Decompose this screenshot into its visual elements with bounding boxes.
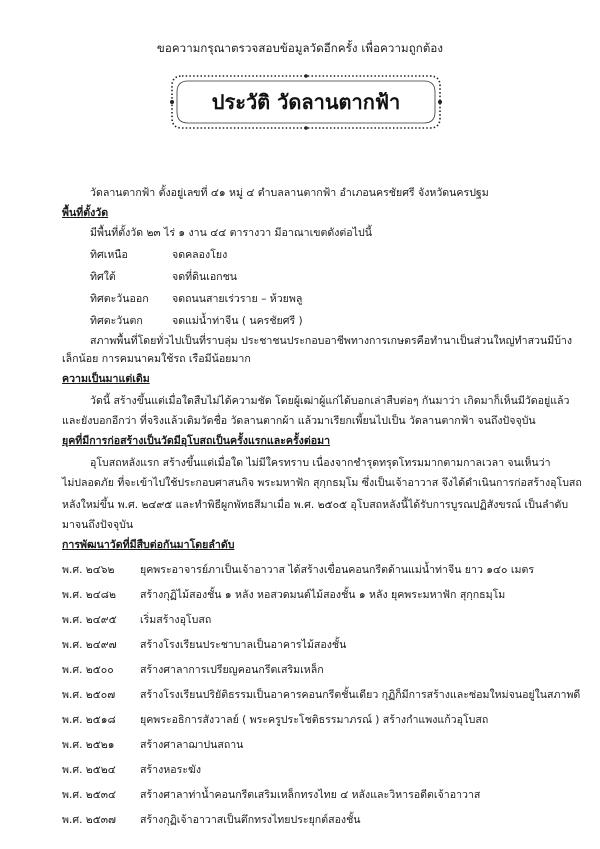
boundary-direction: ทิศใต้ xyxy=(90,271,116,283)
development-heading: การพัฒนาวัดที่มีสืบต่อกันมาโดยลำดับ xyxy=(62,539,235,551)
ordination-heading: ยุคที่มีการก่อสร้างเป็นวัดมีอุโบสถเป็นครั้งแรกและครั้งต่อมา xyxy=(62,435,331,447)
ordination-line-2: ไม่ปลอดภัย ที่จะเข้าไปใช้ประกอบศาสนกิจ พระมหาฟัก สุกฺกธมฺโม ซึ่งเป็นเจ้าอาวาส จึงได้ดำเนินการก่อสร้างอุโบสถ xyxy=(62,477,582,489)
environment-line-2: เล็กน้อย การคมนาคมใช้รถ เรือมีน้อยมาก xyxy=(62,353,251,365)
land-area: มีพื้นที่ตั้งวัด ๒๓ ไร่ ๑ งาน ๔๔ ตารางวา มีอาณาเขตดังต่อไปนี้ xyxy=(90,227,372,239)
development-event: เริ่มสร้างอุโบสถ xyxy=(140,614,212,626)
origin-line-1: วัดนี้ สร้างขึ้นแต่เมื่อใดสืบไม่ได้ความชัด โดยผู้เฒ่าผู้แก่ได้บอกเล่าสืบต่อๆ กันมาว่า เกิดมาก็เห็นมีวัดอยู่แล้ว xyxy=(90,395,570,407)
ordination-line-3: หลังใหม่ขึ้น พ.ศ. ๒๔๙๕ และทำพิธีผูกพัทธสีมาเมื่อ พ.ศ. ๒๕๐๕ อุโบสถหลังนี้ได้รับการบูรณปฏิสังขรณ์ เป็นลำดับ xyxy=(62,499,569,511)
page-title: ประวัติ วัดลานตากฟ้า xyxy=(211,90,401,114)
development-year: พ.ศ. ๒๔๘๒ xyxy=(62,589,116,601)
development-year: พ.ศ. ๒๔๖๒ xyxy=(62,564,115,576)
development-event: สร้างศาลาท่าน้ำคอนกรีตเสริมเหล็กทรงไทย ๔ หลังและวิหารอดีตเจ้าอาวาส xyxy=(140,789,481,801)
development-event: สร้างโรงเรียนปริยัติธรรมเป็นอาคารคอนกรีตชั้นเดียว กุฏิก็มีการสร้างและซ่อมใหม่จนอยู่ในสภาพดี xyxy=(140,689,581,701)
development-year: พ.ศ. ๒๕๒๑ xyxy=(62,739,115,751)
land-heading: พื้นที่ตั้งวัด xyxy=(62,207,109,219)
ordination-line-4: มาจนถึงปัจจุบัน xyxy=(62,519,134,531)
address-line: วัดลานตากฟ้า ตั้งอยู่เลขที่ ๔๑ หมู่ ๔ ตำบลลานตากฟ้า อำเภอนครชัยศรี จังหวัดนครปฐม xyxy=(90,187,489,199)
development-event: สร้างศาลาฌาปนสถาน xyxy=(140,739,244,751)
development-event: สร้างศาลาการเปรียญคอนกรีตเสริมเหล็ก xyxy=(140,664,324,676)
title-frame xyxy=(168,72,444,132)
header-note: ขอความกรุณาตรวจสอบข้อมูลวัดอีกครั้ง เพื่อความถูกต้อง xyxy=(156,41,444,55)
boundary-direction: ทิศตะวันตก xyxy=(90,315,143,327)
ordination-line-1: อุโบสถหลังแรก สร้างขึ้นแต่เมื่อใด ไม่มีใครทราบ เนื่องจากชำรุดทรุดโทรมมากตามกาลเวลา จนเห็นว่า xyxy=(90,457,551,469)
development-event: สร้างกุฏิไม้สองชั้น ๑ หลัง หอสวดมนต์ไม้สองชั้น ๑ หลัง ยุคพระมหาฟัก สุกฺกธมฺโม xyxy=(140,589,506,601)
development-year: พ.ศ. ๒๕๑๘ xyxy=(62,714,116,726)
development-event: ยุคพระอธิการสังวาลย์ ( พระครูประโชติธรรมาภรณ์ ) สร้างกำแพงแก้วอุโบสถ xyxy=(140,714,489,726)
origin-line-2: และยังบอกอีกว่า ที่จริงแล้วเดิมวัดชื่อ วัดลานตากผ้า แล้วมาเรียกเพี้ยนไปเป็น วัดลานตากฟ้า จนถึงปัจจุบัน xyxy=(62,415,536,427)
boundary-direction: ทิศตะวันออก xyxy=(90,293,149,305)
environment-line-1: สภาพพื้นที่โดยทั่วไปเป็นที่ราบลุ่ม ประชาชนประกอบอาชีพทางการเกษตรคือทำนาเป็นส่วนใหญ่ทำสวนมีบ้าง xyxy=(90,335,573,347)
development-year: พ.ศ. ๒๕๐๗ xyxy=(62,689,116,701)
development-year: พ.ศ. ๒๕๐๐ xyxy=(62,664,114,676)
boundary-value: จดคลองโยง xyxy=(172,249,228,261)
development-event: ยุคพระอาจารย์ภาเป็นเจ้าอาวาส ได้สร้างเขื่อนคอนกรีตด้านแม่น้ำท่าจีน ยาว ๑๔๐ เมตร xyxy=(140,564,535,576)
development-year: พ.ศ. ๒๔๙๕ xyxy=(62,614,117,626)
development-event: สร้างหอระฆัง xyxy=(140,764,202,776)
development-year: พ.ศ. ๒๕๓๗ xyxy=(62,814,117,826)
development-event: สร้างกุฏิเจ้าอาวาสเป็นตึกทรงไทยประยุกต์สองชั้น xyxy=(140,814,361,826)
boundary-value: จดแม่น้ำท่าจีน ( นครชัยศรี ) xyxy=(172,315,303,327)
development-event: สร้างโรงเรียนประชาบาลเป็นอาคารไม้สองชั้น xyxy=(140,639,347,651)
boundary-direction: ทิศเหนือ xyxy=(90,249,128,261)
development-year: พ.ศ. ๒๕๓๔ xyxy=(62,789,117,801)
boundary-value: จดที่ดินเอกชน xyxy=(172,271,238,283)
development-year: พ.ศ. ๒๕๒๔ xyxy=(62,764,116,776)
development-year: พ.ศ. ๒๔๙๗ xyxy=(62,639,117,651)
boundary-value: จดถนนสายเร่วราย – ห้วยพลู xyxy=(172,293,303,305)
origin-heading: ความเป็นมาแต่เดิม xyxy=(62,373,150,385)
